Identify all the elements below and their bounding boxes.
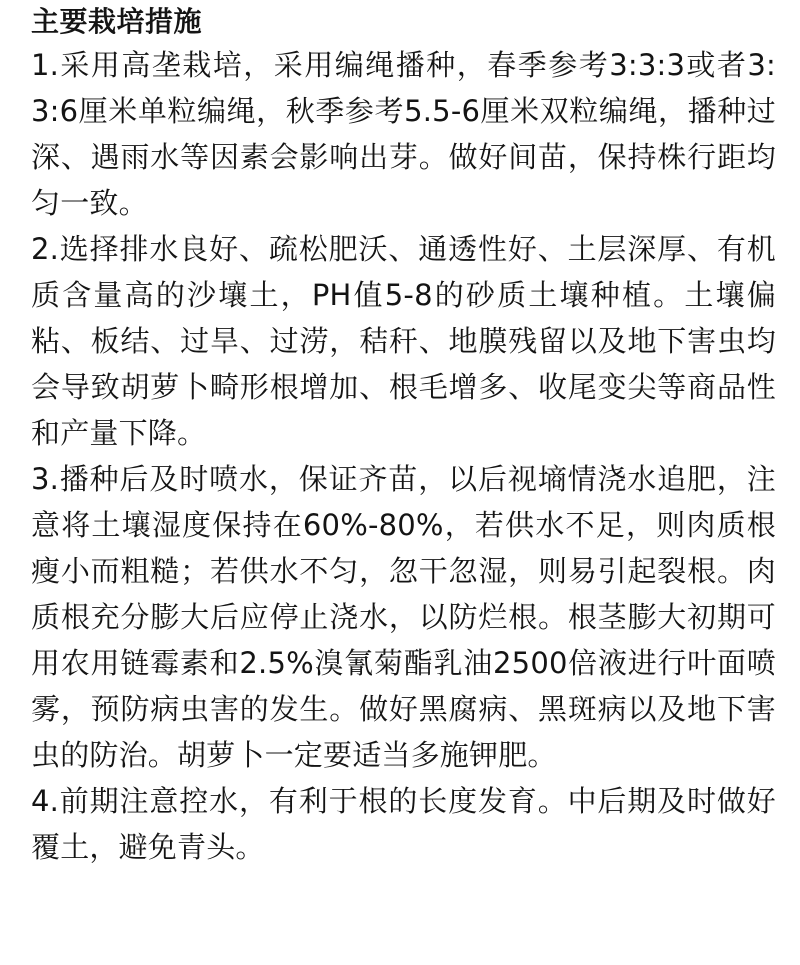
document-title: 主要栽培措施 xyxy=(31,5,203,38)
measure-list xyxy=(31,42,776,870)
measure-item-2: 2.选择排水良好、疏松肥沃、通透性好、土层深厚、有机质含量高的沙壤土，PH值5-8的砂质土壤种植。土壤偏粘、板结、过旱、过涝，秸秆、地膜残留以及地下害虫均会导致胡萝卜畸形根增加、根毛增多、收尾变尖等商品性和产量下降。 xyxy=(31,232,776,450)
measure-item-4: 4.前期注意控水，有利于根的长度发育。中后期及时做好覆土，避免青头。 xyxy=(31,784,776,864)
document xyxy=(31,2,776,870)
measure-item-1: 1.采用高垄栽培，采用编绳播种，春季参考3:3:3或者3:3:6厘米单粒编绳，秋季参考5.5-6厘米双粒编绳，播种过深、遇雨水等因素会影响出芽。做好间苗，保持株行距均匀一致。 xyxy=(31,48,776,220)
measure-item-3: 3.播种后及时喷水，保证齐苗，以后视墒情浇水追肥，注意将土壤湿度保持在60%-80%，若供水不足，则肉质根瘦小而粗糙；若供水不匀，忽干忽湿，则易引起裂根。肉质根充分膨大后应停止浇水，以防烂根。根茎膨大初期可用农用链霉素和2.5%溴氰菊酯乳油2500倍液进行叶面喷雾，预防病虫害的发生。做好黑腐病、黑斑病以及地下害虫的防治。胡萝卜一定要适当多施钾肥。 xyxy=(31,462,776,772)
